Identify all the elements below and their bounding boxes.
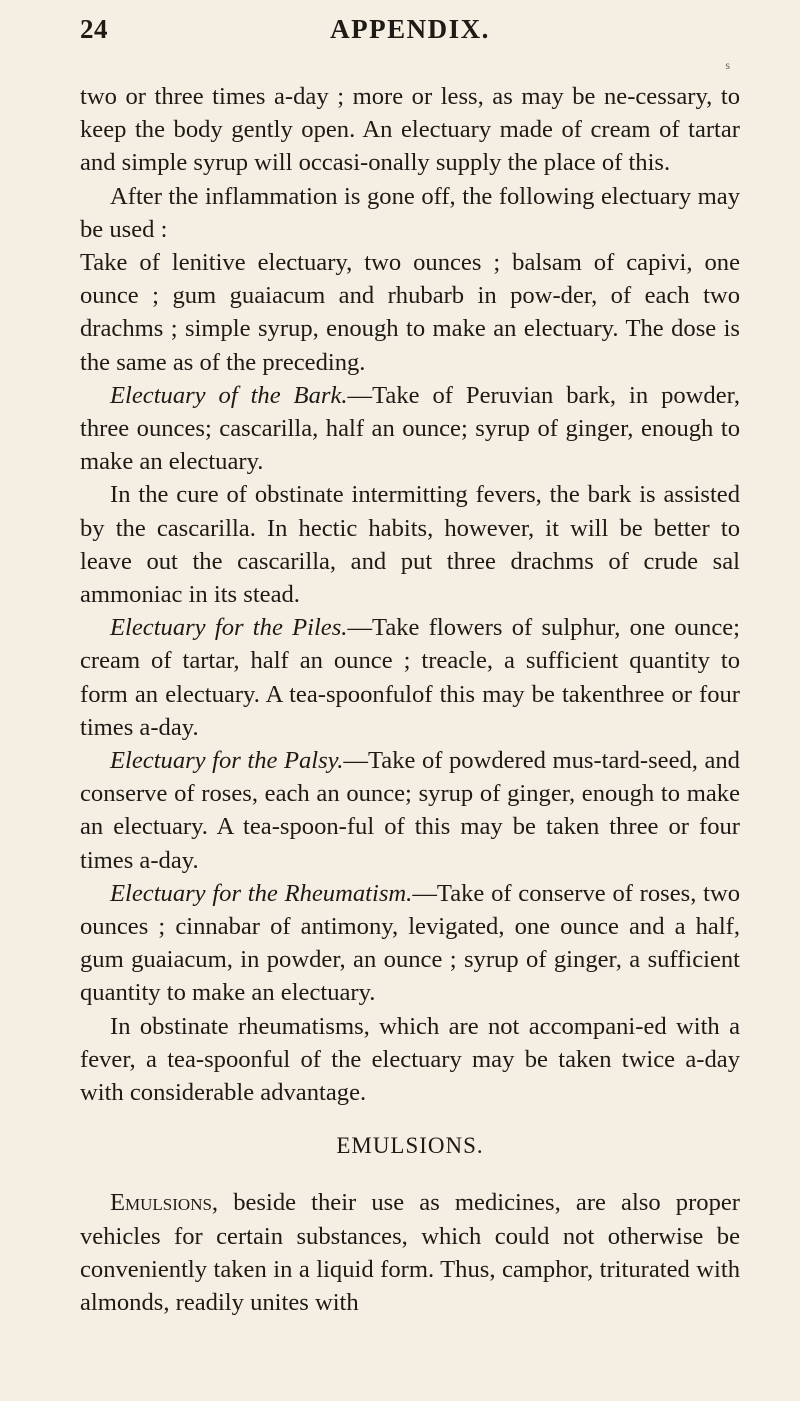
recipe-title-palsy: Electuary for the Palsy. bbox=[110, 747, 344, 775]
paragraph-emulsions bbox=[80, 1186, 740, 1319]
paragraph-lenitive-recipe: Take of lenitive electuary, two ounces ; balsam of capivi, one ounce ; gum guaiacum and rhubarb in pow-der, of each two drachms ; simple syrup, enough to make an electuary. The dose is the same as of the preceding. bbox=[80, 249, 740, 376]
recipe-text-bark: —Take of Peruvian bark, in powder, three ounces; cascarilla, half an ounce; syrup of ginger, enough to make an electuary. bbox=[80, 381, 740, 476]
recipe-title-rheumatism: Electuary for the Rheumatism. bbox=[110, 879, 413, 907]
paragraph-inflammation: After the inflammation is gone off, the following electuary may be used : bbox=[80, 182, 740, 243]
recipe-title-bark: Electuary of the Bark. bbox=[110, 381, 348, 409]
paragraph-electuary-piles bbox=[80, 611, 740, 744]
paragraph-continuation: two or three times a-day ; more or less, as may be ne-cessary, to keep the body gently open. An electuary made of cream of tartar and simple syrup will occasi-onally supply the place of this. bbox=[80, 83, 740, 177]
recipe-title-piles: Electuary for the Piles. bbox=[110, 614, 348, 642]
running-head bbox=[80, 14, 740, 72]
page-number: 24 bbox=[80, 14, 108, 44]
emulsions-text: beside their use as medicines, are also proper vehicles for certain substances, which could not otherwise be conveniently taken in a liquid form. Thus, camphor, triturated with almonds, readily unites with bbox=[80, 1189, 740, 1316]
section-heading-emulsions: EMULSIONS. bbox=[336, 1133, 484, 1159]
paragraph-obstinate-rheumatisms: In obstinate rheumatisms, which are not accompani-ed with a fever, a tea-spoonful of the electuary may be taken twice a-day with considerable advantage. bbox=[80, 1012, 740, 1107]
recipe-text-piles: —Take flowers of sulphur, one ounce; cream of tartar, half an ounce ; treacle, a sufficient quantity to form an electuary. A tea-spoonfulof this may be takenthree or four times a-day. bbox=[80, 614, 740, 741]
paragraph-electuary-rheumatism bbox=[80, 877, 740, 1010]
running-title: APPENDIX. bbox=[330, 14, 490, 44]
paragraph-electuary-bark bbox=[80, 379, 740, 479]
paragraph-electuary-palsy bbox=[80, 744, 740, 877]
body-text bbox=[80, 80, 740, 1319]
paragraph-intermitting-fevers: In the cure of obstinate intermitting fevers, the bark is assisted by the cascarilla. In hectic habits, however, it will be better to leave out the cascarilla, and put three drachms of crude sal ammoniac in its stead. bbox=[80, 481, 740, 609]
signature-mark: s bbox=[725, 58, 730, 72]
recipe-text-palsy: —Take of powdered mus-tard-seed, and conserve of roses, each an ounce; syrup of ginger, enough to make an electuary. A tea-spoon-ful of this may be taken three or four times a-day. bbox=[80, 747, 740, 874]
emulsions-lead-word: Emulsions, bbox=[110, 1189, 219, 1217]
recipe-text-rheumatism: —Take of conserve of roses, two ounces ; cinnabar of antimony, levigated, one ounce and a half, gum guaiacum, in powder, an ounce ; syrup of ginger, a sufficient quantity to make an electuary. bbox=[80, 879, 740, 1007]
